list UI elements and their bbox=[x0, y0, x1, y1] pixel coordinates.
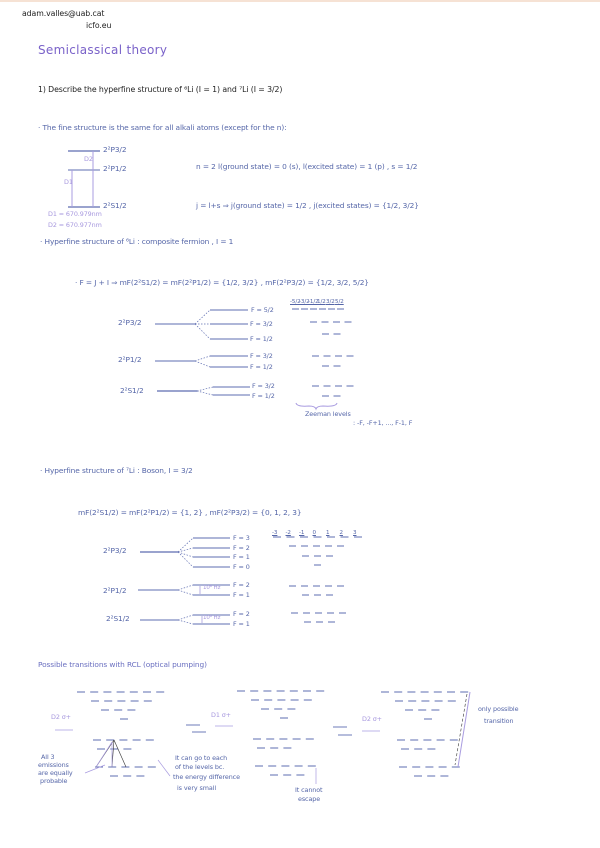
li7-f-label: F = 2 bbox=[233, 544, 250, 552]
p-splitting-label: 10⁸ Hz bbox=[203, 585, 221, 591]
mf-value: 0 bbox=[312, 530, 316, 536]
note-line: the energy difference bbox=[173, 773, 240, 781]
quantum-numbers-line: n = 2 l(ground state) = 0 (s), l(excited state) = 1 (p) , s = 1/2 bbox=[196, 162, 418, 171]
note-line: only possible bbox=[478, 705, 519, 713]
mf-value: -3 bbox=[272, 530, 278, 536]
d2-wavelength: D2 = 670.977nm bbox=[48, 221, 102, 229]
fine-level-label: 2²S1/2 bbox=[103, 201, 127, 210]
only-transition-arrow bbox=[458, 692, 470, 767]
note-pointer bbox=[158, 760, 170, 776]
splitting-connector bbox=[178, 585, 193, 590]
note-line: of the levels bc. bbox=[175, 763, 225, 771]
note-line: probable bbox=[40, 777, 68, 785]
li6-f-label: F = 1/2 bbox=[250, 363, 273, 371]
note-pointer bbox=[85, 765, 105, 773]
note-line: It can go to each bbox=[175, 754, 228, 762]
mf-value: -5/2 bbox=[290, 299, 301, 305]
fine-level-label: 2²P3/2 bbox=[103, 145, 127, 154]
li7-level-label: 2²P1/2 bbox=[103, 586, 127, 595]
splitting-connector bbox=[197, 387, 213, 391]
splitting-connector bbox=[178, 552, 193, 567]
li7-f-label: F = 3 bbox=[233, 534, 250, 542]
li7-heading: · Hyperfine structure of ⁷Li : Boson, I = 3/2 bbox=[40, 466, 193, 475]
mf-value: 1/2 bbox=[317, 299, 326, 305]
j-values-line: j = l+s ⇒ j(ground state) = 1/2 , j(excited states) = {1/2, 3/2} bbox=[196, 201, 419, 210]
splitting-connector bbox=[178, 620, 193, 624]
mf-value: 3 bbox=[353, 530, 357, 536]
li7-f-label: F = 1 bbox=[233, 620, 250, 628]
li7-formula: mF(2²S1/2) = mF(2²P1/2) = {1, 2} , mF(2²P3/2) = {0, 1, 2, 3} bbox=[78, 508, 302, 517]
li7-f-label: F = 2 bbox=[233, 581, 250, 589]
li7-f-label: F = 0 bbox=[233, 563, 250, 571]
transitions-heading: Possible transitions with RCL (optical pumping) bbox=[38, 660, 207, 669]
splitting-connector bbox=[178, 615, 193, 620]
zeeman-range: : -F, -F+1, ..., F-1, F bbox=[353, 419, 413, 427]
mf-value: 2 bbox=[339, 530, 343, 536]
li6-level-label: 2²P1/2 bbox=[118, 355, 142, 364]
splitting-connector bbox=[195, 324, 210, 339]
li7-f-label: F = 1 bbox=[233, 591, 250, 599]
mf-value: -2 bbox=[285, 530, 291, 536]
splitting-connector bbox=[195, 361, 210, 367]
li6-level-label: 2²P3/2 bbox=[118, 318, 142, 327]
li6-f-label: F = 5/2 bbox=[251, 306, 274, 314]
mf-value: -3/2 bbox=[299, 299, 310, 305]
li7-f-label: F = 1 bbox=[233, 553, 250, 561]
author-email: adam.valles@uab.cat bbox=[22, 9, 105, 18]
mf-value: 5/2 bbox=[335, 299, 344, 305]
splitting-connector bbox=[197, 391, 213, 395]
note-line: are equally bbox=[38, 769, 73, 777]
li6-formula: · F = J + I ⇒ mF(2²S1/2) = mF(2²P1/2) = {1/2, 3/2} , mF(2²P3/2) = {1/2, 3/2, 5/2} bbox=[75, 278, 369, 287]
li6-heading: · Hyperfine structure of ⁶Li : composite fermion , I = 1 bbox=[40, 237, 234, 246]
li6-f-label: F = 3/2 bbox=[252, 382, 275, 390]
li6-f-label: F = 1/2 bbox=[252, 392, 275, 400]
li7-level-label: 2²S1/2 bbox=[106, 614, 130, 623]
splitting-connector bbox=[195, 356, 210, 361]
li6-f-label: F = 3/2 bbox=[250, 352, 273, 360]
d1-wavelength: D1 = 670.979nm bbox=[48, 210, 102, 218]
mf-value: -1 bbox=[299, 530, 305, 536]
splitting-connector bbox=[178, 538, 193, 552]
s-splitting-label: 10⁹ Hz bbox=[203, 615, 221, 621]
only-transition-arrow bbox=[455, 694, 467, 765]
note-line: It cannot bbox=[295, 786, 323, 794]
note-line: transition bbox=[484, 717, 514, 725]
li6-level-label: 2²S1/2 bbox=[120, 386, 144, 395]
beam-label: D1 σ+ bbox=[211, 711, 231, 719]
fine-level-label: 2²P1/2 bbox=[103, 164, 127, 173]
fine-structure-intro: · The fine structure is the same for all alkali atoms (except for the n): bbox=[38, 123, 287, 132]
zeeman-brace bbox=[296, 403, 337, 409]
splitting-connector bbox=[195, 310, 210, 324]
beam-label: D2 σ+ bbox=[51, 713, 71, 721]
mf-value: 3/2 bbox=[326, 299, 335, 305]
mf-value: -1/2 bbox=[308, 299, 319, 305]
note-line: All 3 bbox=[41, 753, 55, 761]
li7-f-label: F = 2 bbox=[233, 610, 250, 618]
li6-f-label: F = 3/2 bbox=[250, 320, 273, 328]
mf-value: 1 bbox=[326, 530, 330, 536]
d2-label: D2 bbox=[84, 155, 93, 163]
note-line: escape bbox=[298, 795, 321, 803]
d1-label: D1 bbox=[64, 178, 73, 186]
note-line: emissions bbox=[38, 761, 69, 769]
note-line: is very small bbox=[177, 784, 217, 792]
li6-f-label: F = 1/2 bbox=[250, 335, 273, 343]
splitting-connector bbox=[178, 590, 193, 595]
question-1: 1) Describe the hyperfine structure of ⁶Li (I = 1) and ⁷Li (I = 3/2) bbox=[38, 85, 283, 94]
page-title: Semiclassical theory bbox=[38, 43, 168, 57]
emission-arrow bbox=[96, 742, 112, 767]
beam-label: D2 σ+ bbox=[362, 715, 382, 723]
zeeman-label: Zeeman levels bbox=[305, 410, 351, 418]
li7-level-label: 2²P3/2 bbox=[103, 546, 127, 555]
author-affiliation: icfo.eu bbox=[86, 21, 112, 30]
emission-arrow bbox=[114, 740, 126, 767]
